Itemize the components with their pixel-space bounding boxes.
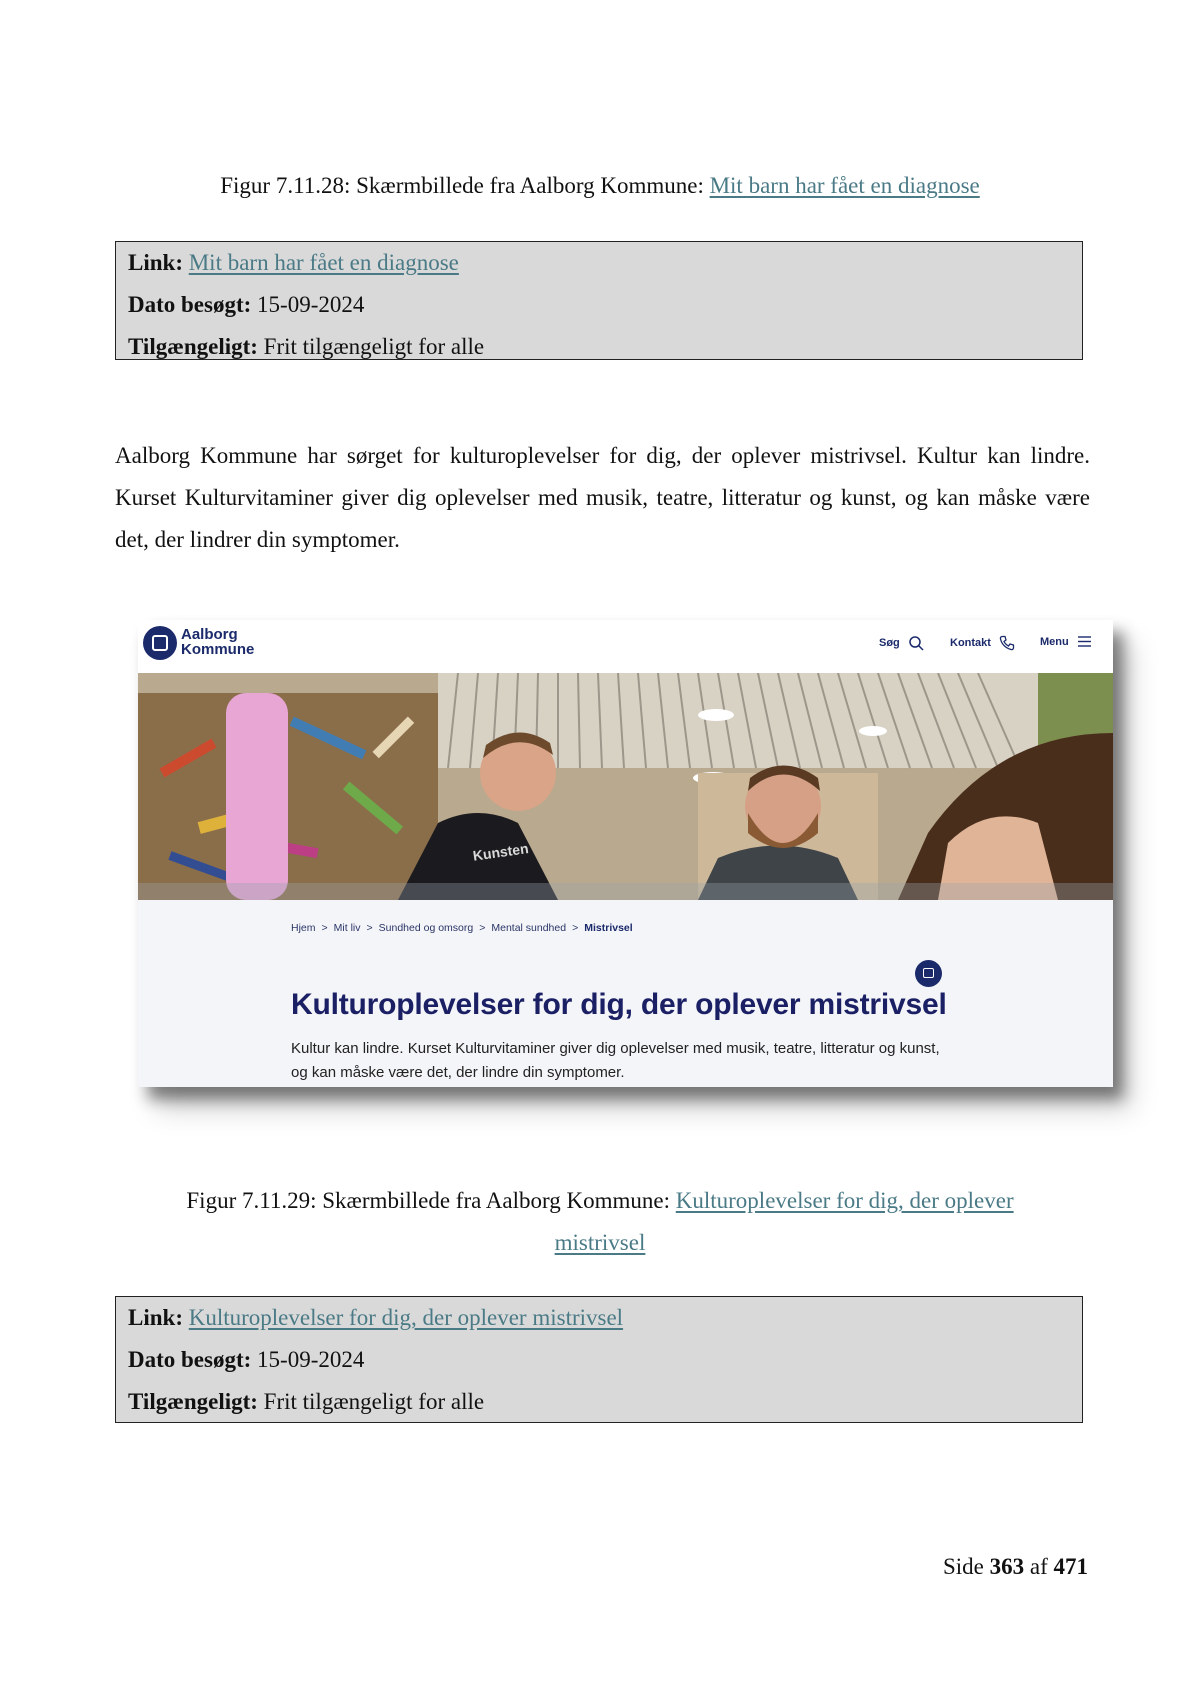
- info-box-1-link[interactable]: Mit barn har fået en diagnose: [188, 250, 459, 275]
- access-value: Frit tilgængeligt for alle: [263, 1389, 485, 1414]
- nav-menu-label: Menu: [1040, 635, 1069, 648]
- embedded-screenshot: [138, 620, 1113, 1087]
- info-box-2-access-row: [128, 1381, 1070, 1423]
- link-label: Link:: [128, 1305, 183, 1330]
- figure-caption-2-prefix: Figur 7.11.29: Skærmbillede fra Aalborg Kommune:: [186, 1188, 676, 1213]
- date-label: Dato besøgt:: [128, 1347, 252, 1372]
- info-box-2-link[interactable]: Kulturoplevelser for dig, der oplever mistrivsel: [188, 1305, 624, 1330]
- link-label: Link:: [128, 250, 183, 275]
- date-value: 15-09-2024: [257, 1347, 365, 1372]
- page-lead: Kultur kan lindre. Kurset Kulturvitaminer giver dig oplevelser med musik, teatre, litteratur og kunst, og kan måske være det, der lindre din symptomer.: [291, 1040, 940, 1081]
- breadcrumb-separator: >: [321, 922, 328, 934]
- info-box-2-date-row: [128, 1339, 1070, 1381]
- print-icon[interactable]: [915, 960, 942, 987]
- nav-search-label: Søg: [879, 637, 900, 649]
- page-number-total: 471: [1053, 1554, 1088, 1579]
- page-number: [943, 1554, 1088, 1580]
- site-logo-text[interactable]: [181, 627, 254, 657]
- date-label: Dato besøgt:: [128, 292, 252, 317]
- access-label: Tilgængeligt:: [128, 334, 258, 359]
- page-title: Kulturoplevelser for dig, der oplever mistrivsel: [291, 988, 947, 1021]
- breadcrumb-separator: >: [572, 922, 579, 934]
- figure-caption-2: [115, 1180, 1085, 1264]
- info-box-1-date-row: [128, 284, 1070, 326]
- breadcrumb-current: Mistrivsel: [584, 922, 633, 934]
- info-box-1-access-row: [128, 326, 1070, 368]
- search-icon: [908, 635, 924, 651]
- nav-contact[interactable]: [950, 635, 1015, 651]
- nav-menu[interactable]: [1040, 635, 1092, 648]
- breadcrumb-item-hjem[interactable]: Hjem: [291, 922, 316, 934]
- figure-caption-1: [115, 165, 1085, 207]
- logo-line-2: Kommune: [181, 641, 255, 658]
- page-number-of: af: [1029, 1554, 1048, 1579]
- hero-photo: [138, 673, 1113, 900]
- breadcrumb-item-mit-liv[interactable]: Mit liv: [333, 922, 361, 934]
- hero-photo-illustration: [138, 673, 1113, 900]
- info-box-1: [115, 241, 1083, 360]
- hamburger-icon: [1077, 635, 1092, 648]
- breadcrumb-item-mental-sundhed[interactable]: Mental sundhed: [491, 922, 567, 934]
- page-number-current: 363: [989, 1554, 1025, 1579]
- site-header: [138, 620, 1113, 673]
- info-box-1-link-row: [128, 242, 1070, 284]
- phone-icon: [999, 635, 1015, 651]
- breadcrumb: [291, 922, 639, 934]
- access-label: Tilgængeligt:: [128, 1389, 258, 1414]
- body-paragraph: Aalborg Kommune har sørget for kulturoplevelser for dig, der oplever mistrivsel. Kultur kan lindre. Kurset Kulturvitaminer giver dig oplevelser med musik, teatre, litteratur og kunst, og kan måske være det, der lindrer din symptomer.: [115, 443, 1090, 552]
- nav-search[interactable]: [879, 635, 924, 651]
- nav-contact-label: Kontakt: [950, 637, 991, 649]
- figure-caption-2-link-cont[interactable]: mistrivsel: [554, 1230, 646, 1255]
- info-box-2: [115, 1296, 1083, 1423]
- access-value: Frit tilgængeligt for alle: [263, 334, 485, 359]
- breadcrumb-separator: >: [479, 922, 486, 934]
- aalborg-logo-icon[interactable]: [143, 626, 177, 660]
- info-box-2-link-row: [128, 1297, 1070, 1339]
- figure-caption-2-link[interactable]: Kulturoplevelser for dig, der oplever: [675, 1188, 1014, 1213]
- figure-caption-1-link[interactable]: Mit barn har fået en diagnose: [709, 173, 980, 198]
- figure-caption-1-prefix: Figur 7.11.28: Skærmbillede fra Aalborg Kommune:: [220, 173, 710, 198]
- page-number-label: Side: [942, 1554, 984, 1579]
- date-value: 15-09-2024: [257, 292, 365, 317]
- logo-line-1: Aalborg: [181, 626, 238, 643]
- page-content: [138, 900, 1113, 1087]
- breadcrumb-item-sundhed[interactable]: Sundhed og omsorg: [378, 922, 474, 934]
- hero-shirt-text: Kunsten: [471, 840, 530, 864]
- breadcrumb-separator: >: [366, 922, 373, 934]
